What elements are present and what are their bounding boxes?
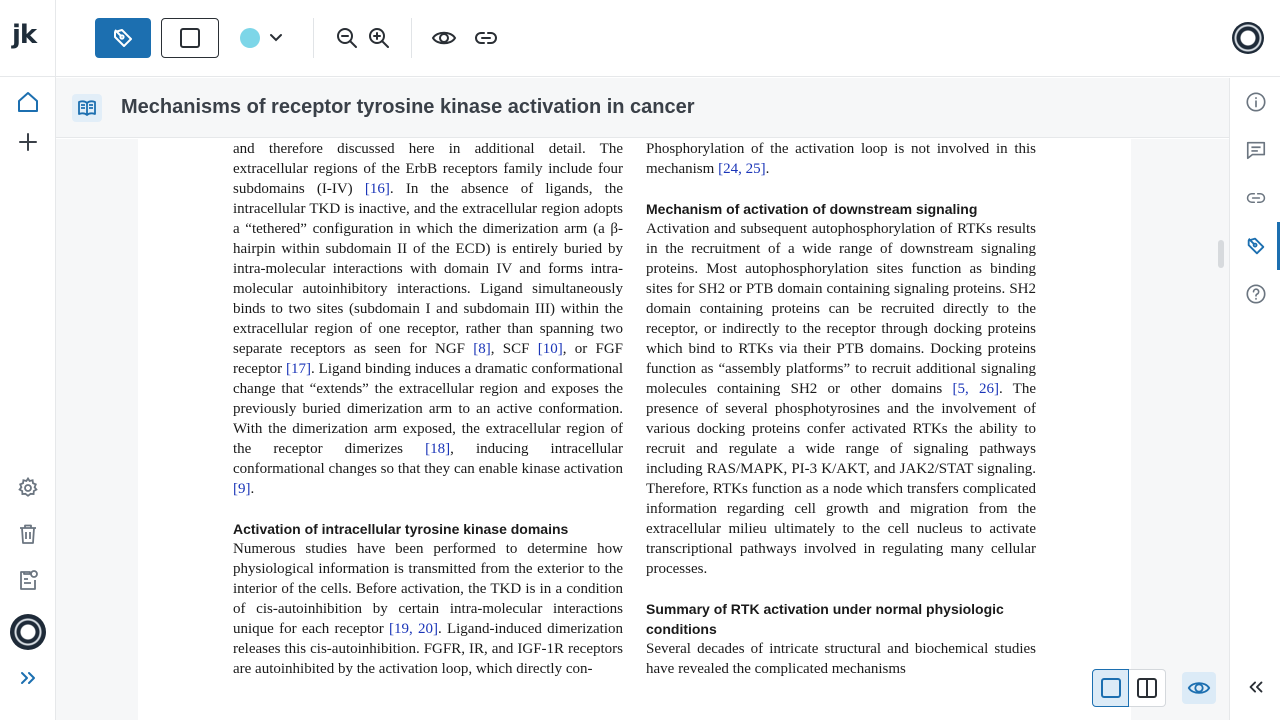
top-toolbar: [56, 0, 1280, 77]
single-page-view-button[interactable]: [1092, 669, 1129, 707]
color-picker[interactable]: [236, 18, 288, 58]
paragraph-gap: [646, 579, 1036, 599]
left-column: [233, 139, 623, 679]
double-chevron-left-icon: [1245, 676, 1267, 698]
body-paragraph: Numerous studies have been performed to determine how physiological information is transmitted from the exterior to the interior of the cells. Before activation, the TKD is in a condition of cis-autoinhibition by certain intra-molecular interactions unique for each receptor [19, 20]. Ligand-induced dimerization releases this cis-autoinhibition. FGFR, IR, and IGF-1R receptors are autoinhibited by the activation loop, which directly con-: [233, 541, 623, 677]
share-link-button[interactable]: [470, 18, 502, 58]
view-mode-controls: [1092, 668, 1216, 708]
citation-link[interactable]: [19, 20]: [388, 621, 438, 637]
citation-link[interactable]: [17]: [286, 361, 312, 377]
citation-link[interactable]: [8]: [473, 341, 491, 357]
link-icon: [1245, 187, 1267, 209]
document-viewer[interactable]: [56, 139, 1229, 720]
info-icon: [1245, 91, 1267, 113]
reading-mode-button[interactable]: [1182, 672, 1216, 704]
body-paragraph: and therefore discussed here in additional detail. The extracellular regions of the ErbB receptors family include four subdomains (I-IV) [16]. In the absence of ligands, the intracellular TKD is inactive, and the extracellular region adopts a “tethered” configuration in which the dimerization arm (a β-hairpin within subdomain II of the ECD) is entirely buried by intra-molecular interactions with domain IV and forms intra-molecular autoinhibitory interactions. Ligand simultaneously binds to two sites (subdomain I and subdomain III) within the extracellular region of one receptor, rather than spanning two separate receptors as seen for NGF [8], SCF [10], or FGF receptor [17]. Ligand binding induces a dramatic conformational change that “extends” the extracellular region and exposes the previously buried dimerization arm to an active conformation. With the dimerization arm exposed, the extracellular region of the receptor dimerizes [18], inducing intracellular conformational changes so that they can enable kinase activation [9].: [233, 141, 624, 497]
body-paragraph: Several decades of intricate structural and biochemical studies have revealed the complicated mechanisms: [646, 641, 1036, 677]
plus-icon: [16, 130, 40, 154]
square-icon: [179, 27, 201, 49]
citation-link[interactable]: [9]: [233, 481, 251, 497]
eye-icon: [1187, 676, 1211, 700]
section-heading: Activation of intracellular tyrosine kinase domains: [233, 521, 569, 537]
home-icon: [16, 90, 40, 114]
shape-tool-button[interactable]: [161, 18, 219, 58]
gear-icon: [16, 476, 40, 500]
citation-link[interactable]: [5, 26]: [952, 381, 999, 397]
zoom-out-button[interactable]: [331, 18, 363, 58]
link-icon: [473, 25, 499, 51]
rail-divider: [0, 76, 56, 77]
trash-icon: [16, 522, 40, 546]
pen-tool-button[interactable]: [95, 18, 151, 58]
delete-button[interactable]: [8, 514, 48, 554]
pen-icon: [1245, 235, 1267, 257]
toolbar-separator: [313, 18, 314, 58]
two-page-icon: [1136, 677, 1158, 699]
right-rail: [1229, 78, 1280, 720]
clipboard-button[interactable]: [8, 560, 48, 600]
two-page-view-button[interactable]: [1129, 669, 1166, 707]
section-heading: Summary of RTK activation under normal physiologic conditions: [646, 601, 1004, 637]
selected-color-swatch: [240, 28, 260, 48]
book-icon: [72, 94, 102, 122]
add-button[interactable]: [8, 122, 48, 162]
double-chevron-right-icon: [16, 666, 40, 690]
right-column: [646, 139, 1036, 679]
comments-button[interactable]: [1240, 134, 1272, 166]
preview-button[interactable]: [428, 18, 460, 58]
info-button[interactable]: [1240, 86, 1272, 118]
chevron-down-icon: [268, 30, 284, 46]
home-button[interactable]: [8, 82, 48, 122]
page-title: Mechanisms of receptor tyrosine kinase activation in cancer: [121, 96, 695, 118]
help-button[interactable]: [1240, 278, 1272, 310]
single-page-icon: [1100, 677, 1122, 699]
zoom-out-icon: [335, 26, 359, 50]
settings-button[interactable]: [8, 468, 48, 508]
left-rail: [0, 0, 56, 720]
paragraph-gap: [646, 179, 1036, 199]
zoom-in-button[interactable]: [363, 18, 395, 58]
annotations-button[interactable]: [1240, 230, 1272, 262]
body-paragraph: Activation and subsequent autophosphorylation of RTKs results in the recruitment of a wide range of downstream signaling proteins. Most autophosphorylation sites function as binding sites for SH2 or PTB domain containing signaling proteins. SH2 domain containing proteins can be recruited directly to the receptor, or indirectly to the receptor through docking proteins which bind to RTKs via their PTB domains. Docking proteins function as “assembly platforms” to recruit additional signaling molecules containing SH2 or other domains [5, 26]. The presence of several phosphotyrosines and the involvement of various docking proteins confer activated RTKs the ability to recruit and regulate a wide range of signaling pathways including RAS/MAPK, PI-3 K/AKT, and JAK2/STAT signaling. Therefore, RTKs function as a node which transfers complicated information regarding cell growth and migration from the extracellular milieu ultimately to the cell nucleus to activate transcriptional pathways involved in regulating many cellular processes.: [646, 221, 1037, 577]
section-heading: Mechanism of activation of downstream signaling: [646, 201, 978, 217]
links-button[interactable]: [1240, 182, 1272, 214]
avatar[interactable]: [10, 614, 46, 650]
comment-icon: [1245, 139, 1267, 161]
body-paragraph: Phosphorylation of the activation loop is not involved in this mechanism [24, 25].: [646, 141, 1036, 177]
help-icon: [1245, 283, 1267, 305]
citation-link[interactable]: [24, 25]: [718, 161, 766, 177]
scrollbar-thumb[interactable]: [1218, 240, 1224, 268]
document-page: [138, 139, 1131, 720]
eye-icon: [431, 25, 457, 51]
citation-link[interactable]: [10]: [537, 341, 563, 357]
document-title-bar: [56, 78, 1229, 138]
paragraph-gap: [233, 499, 623, 519]
citation-link[interactable]: [16]: [364, 181, 390, 197]
app-logo[interactable]: jk: [12, 20, 37, 50]
toolbar-separator: [411, 18, 412, 58]
collapse-right-panel-button[interactable]: [1243, 673, 1269, 701]
citation-link[interactable]: [18]: [425, 441, 451, 457]
user-avatar[interactable]: [1232, 22, 1264, 54]
zoom-in-icon: [367, 26, 391, 50]
expand-sidebar-button[interactable]: [8, 658, 48, 698]
pen-icon: [111, 26, 135, 50]
clipboard-icon: [16, 568, 40, 592]
